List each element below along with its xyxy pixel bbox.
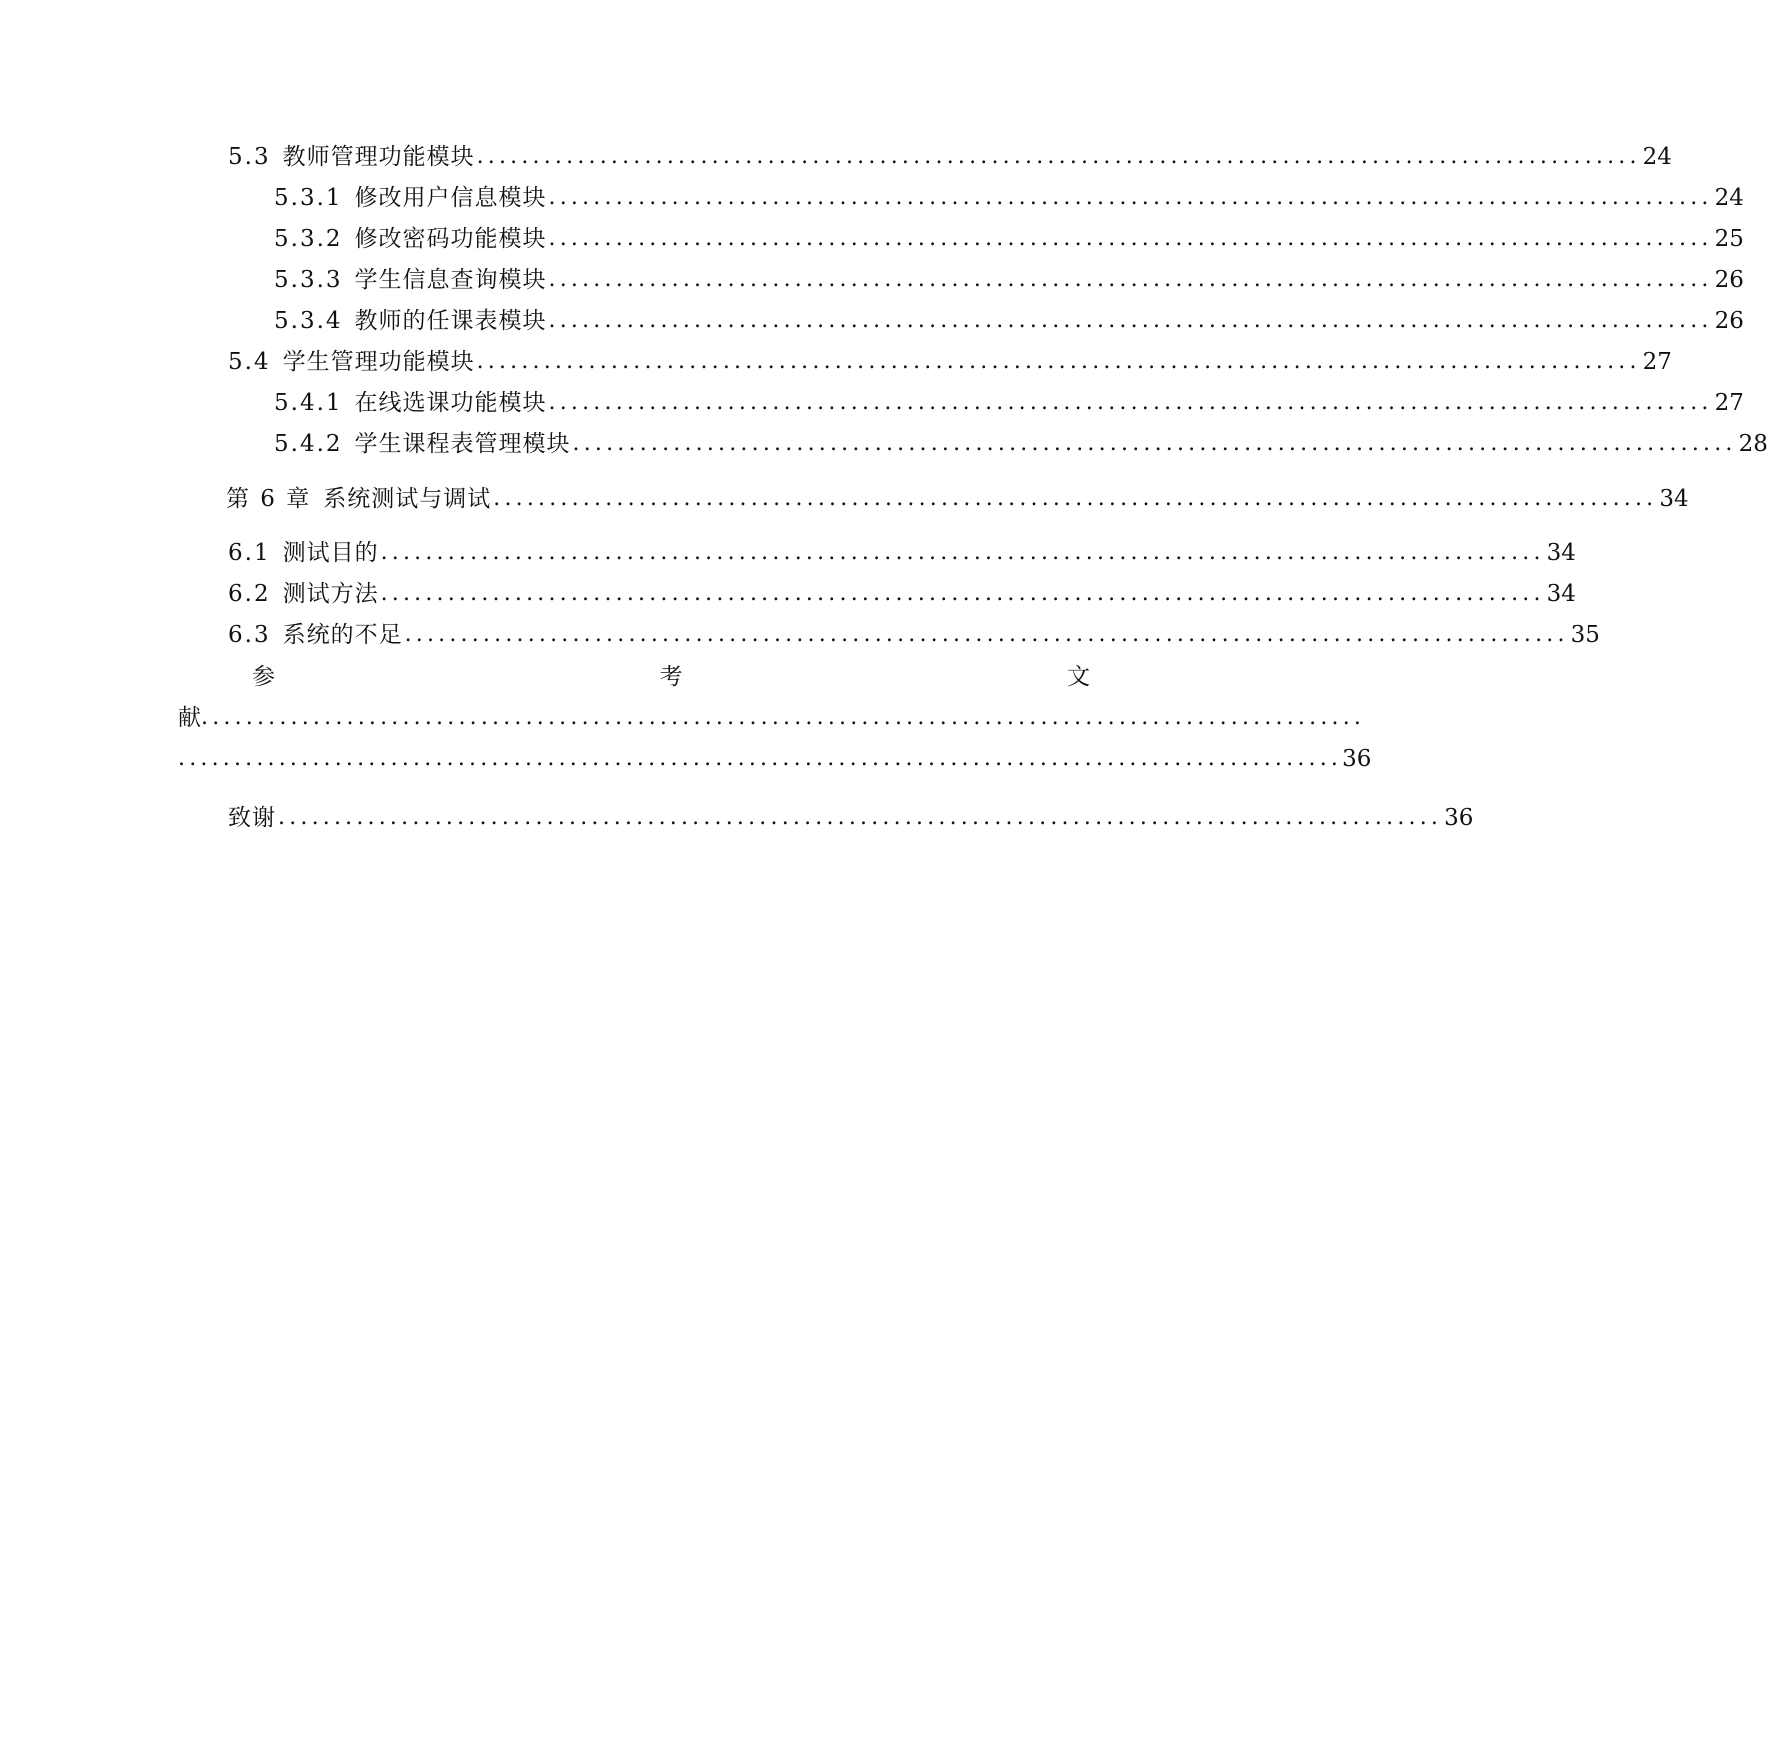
toc-entry-page-number: 34 [1546, 540, 1576, 566]
toc-entry[interactable] [178, 259, 1744, 295]
toc-entry-references-line1[interactable] [178, 662, 1090, 692]
toc-entry[interactable] [178, 341, 1672, 377]
toc-entry-page-number: 24 [1714, 185, 1744, 211]
toc-entry-page-number: 26 [1714, 308, 1744, 334]
toc-entry-label: 测试方法 [282, 581, 379, 607]
toc-entry-number: 5.3.3 [274, 267, 343, 293]
toc-entry-page-number: 35 [1570, 622, 1600, 648]
toc-entry-page-number: 27 [1642, 349, 1672, 375]
toc-entry-page-number: 36 [1444, 805, 1474, 831]
references-page-number: 36 [1342, 746, 1372, 772]
dot-leader: ........................................................................................................ [548, 308, 1713, 333]
dot-leader: ........................................................................................................ [278, 805, 1443, 830]
toc-entry-references-line3 [178, 744, 1372, 774]
toc-entry-number: 5.3.2 [274, 226, 343, 252]
toc-entry[interactable] [178, 614, 1600, 650]
dot-leader: ........................................................................................................ [572, 431, 1737, 456]
toc-entry[interactable] [178, 573, 1576, 609]
toc-entry-label: 学生管理功能模块 [282, 349, 475, 375]
toc-entry-number: 5.3.4 [274, 308, 343, 334]
dot-leader: ........................................................................................................ [201, 705, 1366, 730]
toc-entry-label: 系统的不足 [282, 622, 403, 648]
toc-entry-label: 教师管理功能模块 [282, 144, 475, 170]
toc-entry-number: 第 6 章 [226, 486, 312, 512]
toc-entry-label: 修改用户信息模块 [354, 185, 547, 211]
toc-entry-label: 教师的任课表模块 [354, 308, 547, 334]
toc-entry[interactable] [178, 136, 1672, 172]
toc-entry-references-line2 [178, 703, 1366, 733]
toc-entry-number: 5.3 [228, 144, 271, 170]
toc-entry-label: 修改密码功能模块 [354, 226, 547, 252]
toc-entry[interactable] [178, 177, 1744, 213]
references-char-4: 献 [178, 705, 201, 731]
toc-entry-number: 5.4.2 [274, 431, 343, 457]
dot-leader: ........................................................................................................ [178, 746, 1343, 771]
toc-entry-number: 5.4.1 [274, 390, 343, 416]
references-char-1: 参 [252, 664, 275, 690]
toc-entry-label: 致谢 [228, 805, 276, 831]
references-char-3: 文 [1067, 664, 1090, 690]
dot-leader: ........................................................................................................ [380, 581, 1545, 606]
toc-entry-page-number: 27 [1714, 390, 1744, 416]
toc-entry-acknowledgements[interactable] [178, 797, 1474, 833]
dot-leader: ........................................................................................................ [548, 226, 1713, 251]
toc-entry[interactable] [178, 218, 1744, 254]
toc-entry-page-number: 26 [1714, 267, 1744, 293]
toc-entry[interactable] [178, 382, 1744, 418]
dot-leader: ........................................................................................................ [548, 185, 1713, 210]
toc-entry-number: 5.3.1 [274, 185, 343, 211]
toc-entry-page-number: 24 [1642, 144, 1672, 170]
toc-entry-page-number: 34 [1659, 486, 1689, 512]
toc-entry-number: 6.3 [228, 622, 271, 648]
toc-entry[interactable] [178, 478, 1689, 514]
toc-entry-number: 6.2 [228, 581, 271, 607]
toc-entry-label: 学生信息查询模块 [354, 267, 547, 293]
toc-entry-page-number: 34 [1546, 581, 1576, 607]
references-char-2: 考 [659, 664, 683, 690]
dot-leader: ........................................................................................................ [404, 622, 1569, 647]
dot-leader: ........................................................................................................ [476, 144, 1641, 169]
toc-entry[interactable] [178, 300, 1744, 336]
dot-leader: ........................................................................................................ [493, 486, 1658, 511]
dot-leader: ........................................................................................................ [476, 349, 1641, 374]
toc-entry-page-number: 28 [1738, 431, 1768, 457]
toc-entry-label: 系统测试与调试 [323, 486, 492, 512]
dot-leader: ........................................................................................................ [380, 540, 1545, 565]
toc-entry-label: 在线选课功能模块 [354, 390, 547, 416]
toc-entry-number: 6.1 [228, 540, 271, 566]
dot-leader: ........................................................................................................ [548, 267, 1713, 292]
toc-entry[interactable] [178, 423, 1768, 459]
toc-entry-label: 测试目的 [282, 540, 379, 566]
toc-entry-number: 5.4 [228, 349, 271, 375]
dot-leader: ........................................................................................................ [548, 390, 1713, 415]
toc-entry[interactable] [178, 532, 1576, 568]
toc-entry-label: 学生课程表管理模块 [354, 431, 571, 457]
toc-entry-page-number: 25 [1714, 226, 1744, 252]
